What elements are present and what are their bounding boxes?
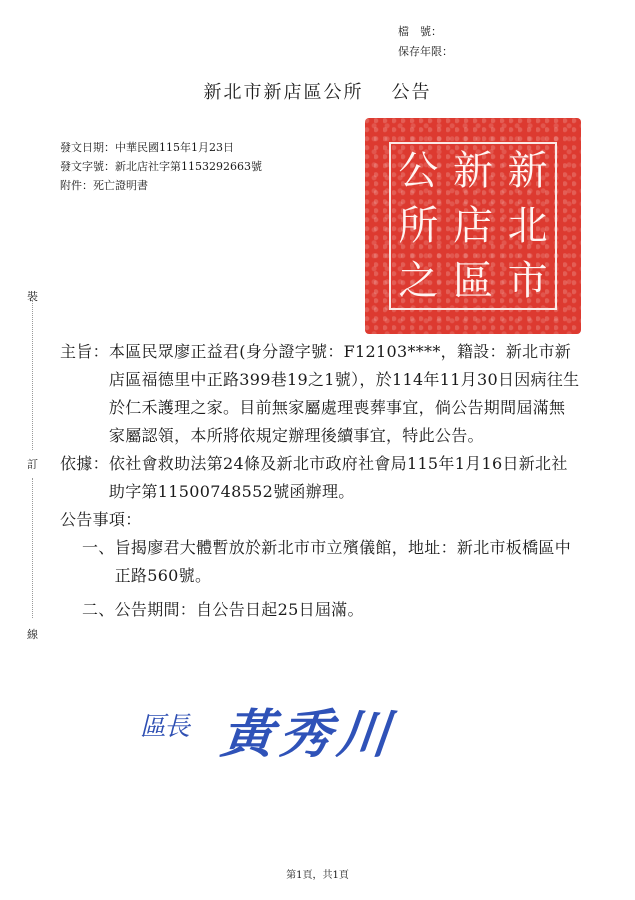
seal-char: 北: [507, 202, 548, 249]
subject-paragraph: [60, 338, 580, 450]
signature-stamp: [130, 690, 430, 780]
retention-period-label: 保存年限：: [398, 45, 453, 58]
item-text: 公告期間：自公告日起25日屆滿。: [114, 600, 364, 619]
issue-date: 發文日期：中華民國115年1月23日: [60, 141, 234, 154]
official-seal: [365, 118, 581, 334]
seal-char: 市: [507, 257, 548, 304]
signer-name: 黃秀川: [218, 704, 399, 765]
file-info: [398, 22, 453, 62]
item-number: 一、: [82, 538, 115, 557]
binding-line: [32, 300, 33, 450]
document-number: 發文字號：新北店社字第1153292663號: [60, 160, 262, 173]
attachment: 附件：死亡證明書: [60, 179, 148, 192]
basis-label: 依據：: [60, 454, 109, 473]
items-label: 公告事項：: [60, 510, 142, 529]
file-number-label: 檔 號：: [398, 25, 442, 38]
document-type: 公告: [391, 82, 432, 103]
binding-line: [32, 478, 33, 618]
agency-name: 新北市新店區公所: [203, 82, 364, 103]
item-text: 旨揭廖君大體暫放於新北市市立殯儀館，地址：新北市板橋區中正路560號。: [114, 538, 572, 585]
seal-characters: [389, 142, 557, 310]
announcement-body: [60, 338, 580, 624]
basis-paragraph: [60, 450, 580, 506]
document-title: [0, 78, 635, 104]
seal-char: 店: [453, 202, 493, 249]
page-number: 第1頁，共1頁: [286, 870, 349, 881]
subject-label: 主旨：: [60, 342, 109, 361]
signer-title: 區長: [140, 712, 189, 742]
seal-char: 公: [398, 148, 439, 195]
item-number: 二、: [82, 600, 115, 619]
announcement-item: [60, 534, 580, 590]
seal-char: 區: [453, 257, 493, 304]
seal-char: 新: [507, 148, 548, 195]
seal-char: 之: [398, 257, 439, 304]
subject-text: 本區民眾廖正益君(身分證字號：F12103****，籍設：新北市新店區福德里中正路399巷19之1號），於114年11月30日因病往生於仁禾護理之家。目前無家屬處理喪葬事宜，倘公告期間屆滿無家屬認領，本所將依規定辦理後續事宜，特此公告。: [108, 342, 580, 445]
seal-char: 新: [453, 148, 493, 195]
binding-mark-bottom: 線: [27, 628, 38, 641]
seal-char: 所: [398, 202, 439, 249]
basis-text: 依社會救助法第24條及新北市政府社會局115年1月16日新北社助字第11500748552號函辦理。: [108, 454, 568, 501]
announcement-item: [60, 596, 580, 624]
binding-mark-top: 裝: [27, 290, 38, 303]
binding-mark-middle: 訂: [27, 458, 38, 471]
document-meta: [60, 138, 262, 195]
